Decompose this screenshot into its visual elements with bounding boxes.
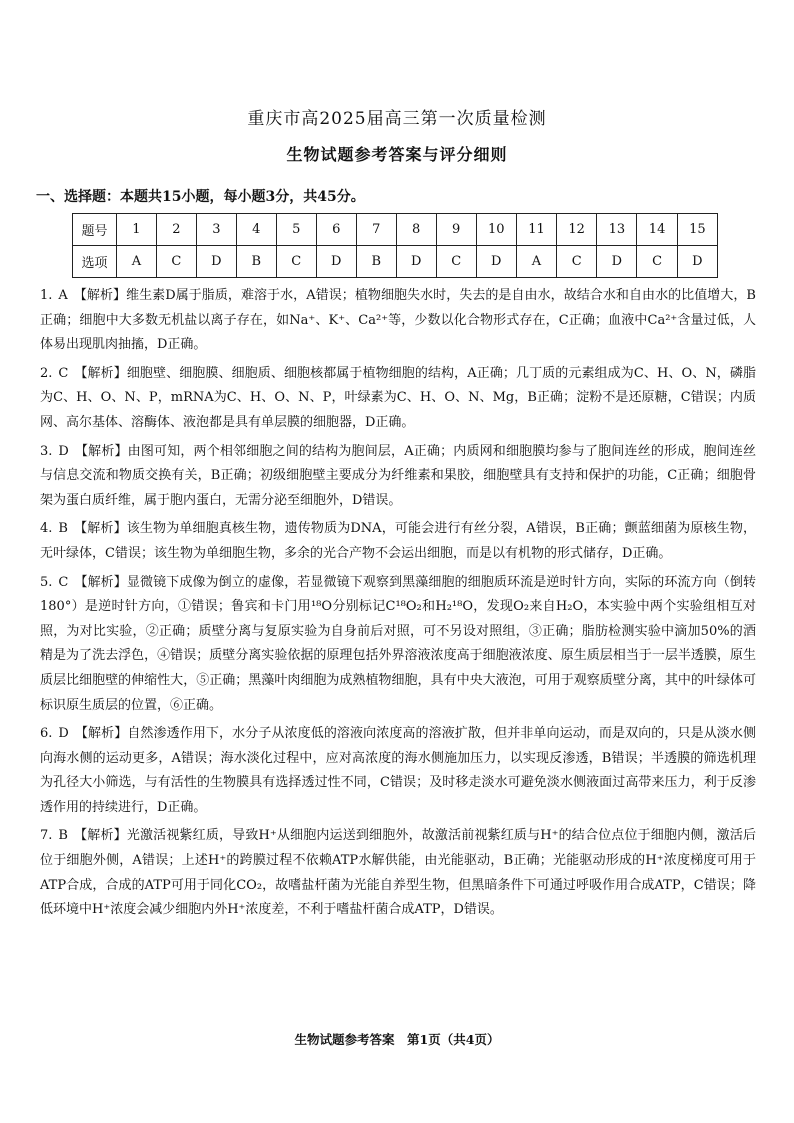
- item-number: 4.: [40, 521, 53, 537]
- question-number-cell: 1: [116, 214, 156, 246]
- item-answer: A: [58, 288, 68, 303]
- item-number: 3.: [40, 443, 53, 459]
- question-number-cell: 6: [316, 214, 356, 246]
- answer-table: [72, 213, 718, 278]
- explanation-item-4: [40, 517, 756, 566]
- question-number-cell: 8: [396, 214, 436, 246]
- item-explanation: 【解析】自然渗透作用下，水分子从浓度低的溶液向浓度高的溶液扩散，但并非单向运动，而是双向的，只是从淡水侧向海水侧的运动更多，A错误；海水淡化过程中，应对高浓度的海水侧施加压力，以实现反渗透，B错误；半透膜的筛选机理为孔径大小筛选，与有活性的生物膜具有选择透过性不同，C错误；及时移走淡水可避免淡水侧液面过高带来压力，利于反渗透作用的持续进行，D正确。: [40, 726, 756, 815]
- question-number-cell: 14: [637, 214, 677, 246]
- answer-cell: D: [677, 246, 717, 278]
- item-answer: C: [58, 574, 69, 590]
- item-answer: D: [58, 443, 69, 459]
- answer-cell: D: [196, 246, 236, 278]
- item-number: 2.: [40, 365, 53, 381]
- question-number-cell: 2: [156, 214, 196, 246]
- question-number-cell: 11: [516, 214, 556, 246]
- question-number-cell: 13: [597, 214, 637, 246]
- item-explanation: 【解析】细胞壁、细胞膜、细胞质、细胞核都属于植物细胞的结构，A正确；几丁质的元素组成为C、H、O、N，磷脂为C、H、O、N、P，mRNA为C、H、O、N、P，叶绿素为C、H、O、N、Mg，B正确；淀粉不是还原糖，C错误；内质网、高尔基体、溶酶体、液泡都是具有单层膜的细胞器，D正确。: [40, 365, 756, 430]
- item-explanation: 【解析】该生物为单细胞真核生物，遗传物质为DNA，可能会进行有丝分裂，A错误，B正确；颤蓝细菌为原核生物，无叶绿体，C错误；该生物为单细胞生物，多余的光合产物不会运出细胞，而是以有机物的形式储存，D正确。: [40, 521, 756, 561]
- answer-cell: D: [597, 246, 637, 278]
- explanation-item-6: [40, 722, 756, 820]
- page-title: 重庆市高2025届高三第一次质量检测: [247, 109, 547, 129]
- answer-cell: A: [516, 246, 556, 278]
- answer-cell: D: [476, 246, 516, 278]
- answer-cell: C: [276, 246, 316, 278]
- section-heading: 一、选择题：本题共15小题，每小题3分，共45分。: [36, 189, 365, 205]
- question-number-cell: 4: [236, 214, 276, 246]
- explanation-item-7: [40, 824, 756, 922]
- item-answer: C: [58, 365, 69, 381]
- page-footer: 生物试题参考答案 第1页（共4页）: [294, 1032, 500, 1047]
- answer-cell: D: [316, 246, 356, 278]
- answer-cell: A: [116, 246, 156, 278]
- answer-row: [73, 246, 718, 278]
- item-answer: D: [58, 726, 69, 742]
- question-number-cell: 12: [557, 214, 597, 246]
- question-number-cell: 15: [677, 214, 717, 246]
- answer-cell: B: [356, 246, 396, 278]
- question-number-row: [73, 214, 718, 246]
- answer-cell: D: [396, 246, 436, 278]
- explanation-item-1: [40, 284, 756, 358]
- item-explanation: 【解析】显微镜下成像为倒立的虚像，若显微镜下观察到黑藻细胞的细胞质环流是逆时针方向，实际的环流方向（倒转180°）是逆时针方向，①错误；鲁宾和卡门用¹⁸O分别标记C¹⁸O₂和H₂¹⁸O，发现O₂来自H₂O，本实验中两个实验组相互对照，为对比实验，②正确；质壁分离与复原实验为自身前后对照，可不另设对照组，③正确；脂肪检测实验中滴加50%的酒精是为了洗去浮色，④错误；质壁分离实验依据的原理包括外界溶液浓度高于细胞液浓度、原生质层相当于一层半透膜，原生质层比细胞壁的伸缩性大，⑤正确；黑藻叶肉细胞为成熟植物细胞，具有中央大液泡，可用于观察质壁分离，其中的叶绿体可标识原生质层的位置，⑥正确。: [40, 574, 756, 713]
- explanation-item-5: [40, 571, 756, 719]
- item-explanation: 【解析】光激活视紫红质，导致H⁺从细胞内运送到细胞外，故激活前视紫红质与H⁺的结合位点位于细胞内侧，激活后位于细胞外侧，A错误；上述H⁺的跨膜过程不依赖ATP水解供能，由光能驱动，B正确；光能驱动形成的H⁺浓度梯度可用于ATP合成，合成的ATP可用于同化CO₂，故嗜盐杆菌为光能自养型生物，但黑暗条件下可通过呼吸作用合成ATP，C错误；降低环境中H⁺浓度会减少细胞内外H⁺浓度差，不利于嗜盐杆菌合成ATP，D错误。: [40, 828, 756, 918]
- answer-cell: C: [637, 246, 677, 278]
- item-number: 7.: [40, 828, 53, 844]
- question-number-cell: 7: [356, 214, 396, 246]
- explanation-list: [40, 284, 756, 927]
- answer-cell: C: [557, 246, 597, 278]
- answer-cell: B: [236, 246, 276, 278]
- question-number-cell: 5: [276, 214, 316, 246]
- page-subtitle: 生物试题参考答案与评分细则: [286, 145, 508, 164]
- explanation-item-3: [40, 440, 756, 514]
- item-explanation: 【解析】由图可知，两个相邻细胞之间的结构为胞间层，A正确；内质网和细胞膜均参与了胞间连丝的形成，胞间连丝与信息交流和物质交换有关，B正确；初级细胞壁主要成分为纤维素和果胶，细胞壁具有支持和保护的功能，C正确；细胞骨架为蛋白质纤维，属于胞内蛋白，无需分泌至细胞外，D错误。: [40, 443, 756, 508]
- item-number: 1.: [40, 288, 53, 303]
- answer-cell: C: [156, 246, 196, 278]
- row-label-numbers: 题号: [73, 214, 117, 246]
- question-number-cell: 9: [436, 214, 476, 246]
- item-answer: B: [58, 828, 68, 844]
- item-number: 6.: [40, 726, 53, 742]
- item-answer: B: [58, 521, 68, 537]
- question-number-cell: 10: [476, 214, 516, 246]
- item-explanation: 【解析】维生素D属于脂质，难溶于水，A错误；植物细胞失水时，失去的是自由水，故结合水和自由水的比值增大，B正确；细胞中大多数无机盐以离子存在，如Na⁺、K⁺、Ca²⁺等，少数以化合物形式存在，C正确；血液中Ca²⁺含量过低，人体易出现肌肉抽搐，D正确。: [40, 288, 756, 353]
- item-number: 5.: [40, 574, 53, 590]
- row-label-answers: 选项: [73, 246, 117, 278]
- answer-cell: C: [436, 246, 476, 278]
- explanation-item-2: [40, 362, 756, 436]
- question-number-cell: 3: [196, 214, 236, 246]
